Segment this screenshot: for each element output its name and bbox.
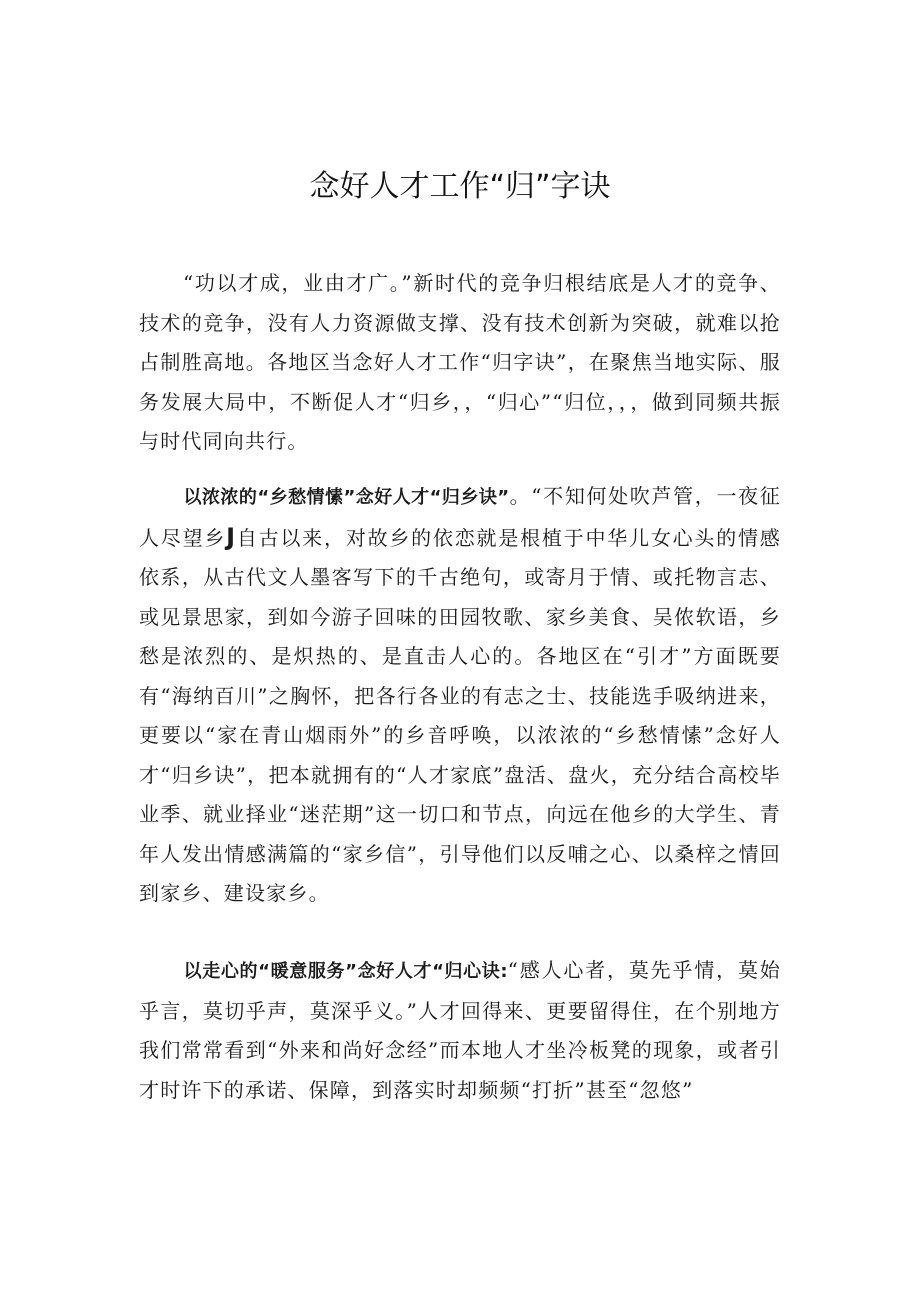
paragraph-retention-heading: 以走心的“暖意服务”念好人才“归心诀: xyxy=(183,961,508,982)
document-title: 念好人才工作“归”字诀 xyxy=(309,169,611,204)
paragraph-homecoming-glyph: J xyxy=(226,522,237,551)
paragraph-retention xyxy=(139,951,781,1110)
paragraph-homecoming-text-b: 自古以来，对故乡的依恋就是根植于中华儿女心头的情感依系，从古代文人墨客写下的千古绝句，或寄月于情、或托物言志、或见景思家，到如今游子回味的田园牧歌、家乡美食、吴侬软语，乡愁是浓烈的、是炽热的、是直击人心的。各地区在“引才”方面既要有“海纳百川”之胸怀，把各行各业的有志之士、技能选手吸纳进来，更要以“家在青山烟雨外”的乡音呼唤，以浓浓的“乡愁情愫”念好人才“归乡诀”，把本就拥有的“人才家底”盘活、盘火，充分结合高校毕业季、就业择业“迷茫期”这一切口和节点，向远在他乡的大学生、青年人发出情感满篇的“家乡信”，引导他们以反哺之心、以桑梓之情回到家乡、建设家乡。 xyxy=(139,525,781,905)
paragraph-intro-text: “功以才成，业由才广。”新时代的竞争归根结底是人才的竞争、技术的竞争，没有人力资源做支撑、没有技术创新为突破，就难以抢占制胜高地。各地区当念好人才工作“归字诀”，在聚焦当地实际、服务发展大局中，不断促人才“归乡，，“归心”“归位，，，做到同频共振与时代同向共行。 xyxy=(139,271,781,453)
paragraph-homecoming-text-a: 。“不知何处吹芦管，一夜征人尽望乡 xyxy=(139,484,781,550)
paragraph-homecoming xyxy=(139,477,781,914)
paragraph-intro xyxy=(139,264,781,462)
paragraph-homecoming-heading: 以浓浓的“乡愁情愫”念好人才“归乡诀” xyxy=(183,487,510,508)
paragraph-retention-text: “感人心者，莫先乎情，莫始乎言，莫切乎声，莫深乎义。”人才回得来、更要留得住，在个别地方我们常常看到“外来和尚好念经”而本地人才坐冷板凳的现象，或者引才时许下的承诺、保障，到落实时却频频“打折”甚至“忽悠” xyxy=(139,958,782,1102)
